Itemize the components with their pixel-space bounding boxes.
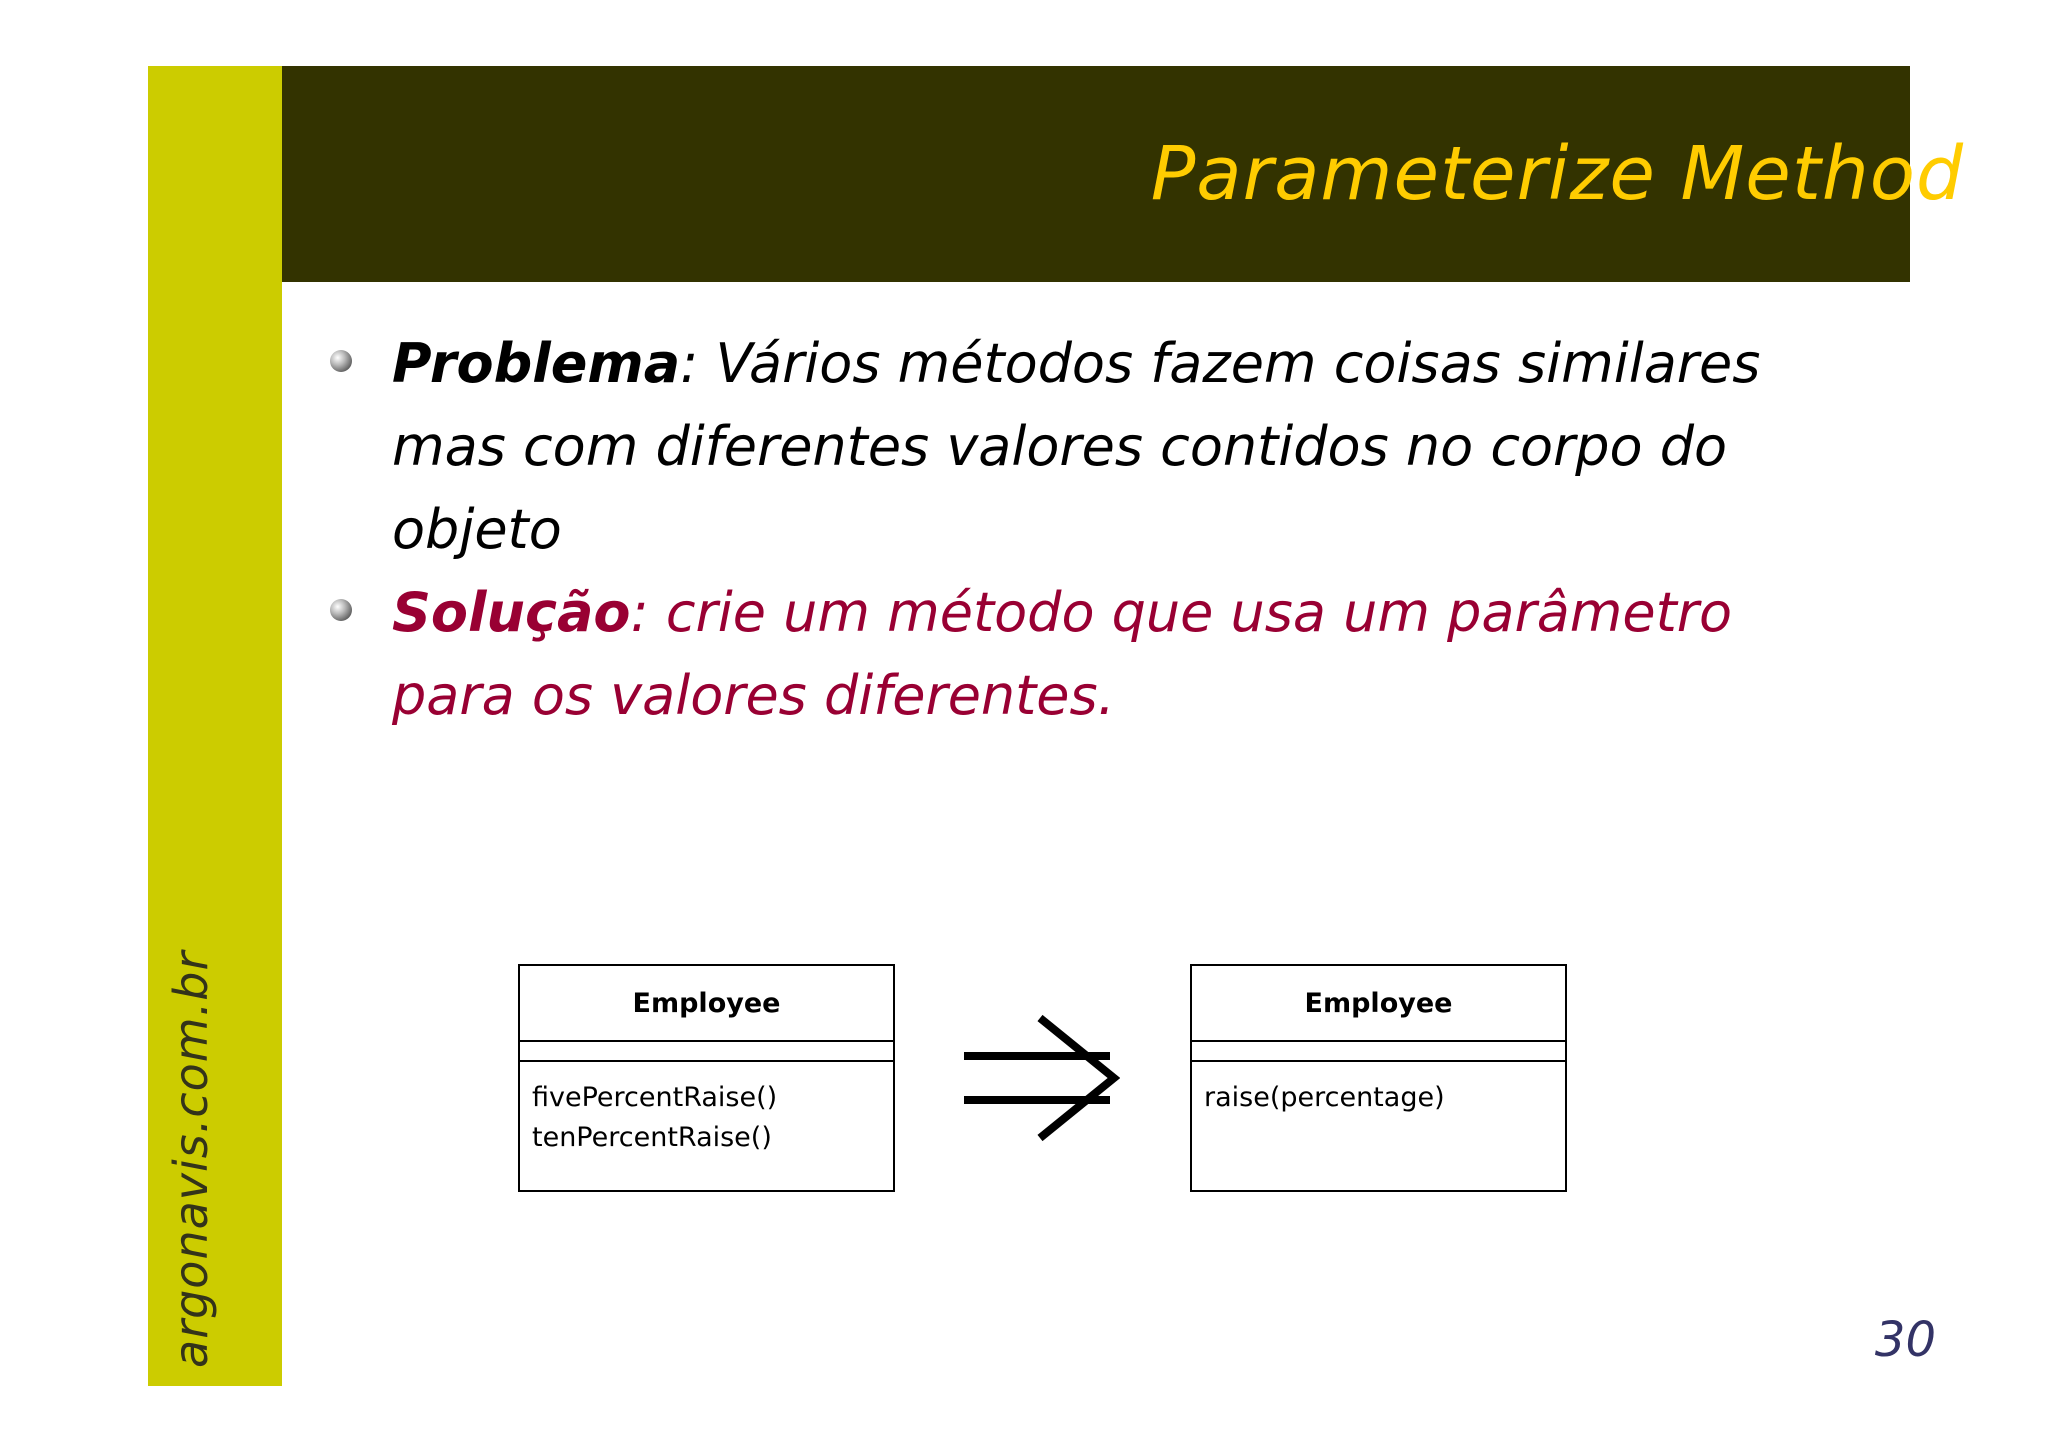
operation-ten-percent-raise: tenPercentRaise() — [532, 1122, 772, 1153]
bullet-list — [330, 322, 1850, 737]
operation-raise: raise(percentage) — [1204, 1082, 1445, 1113]
bullet-solution — [330, 571, 1850, 737]
class-name-after: Employee — [1192, 966, 1565, 1042]
class-name-before: Employee — [520, 966, 893, 1042]
page-number: 30 — [1874, 1312, 1936, 1368]
bullet-problem — [330, 322, 1850, 571]
problem-text: : Vários métodos fazem coisas similares mas com diferentes valores contidos no corpo do objeto — [392, 332, 1761, 561]
bullet-icon — [330, 599, 352, 621]
slide-title: Parameterize Method — [1150, 131, 1964, 217]
refactor-arrow-icon — [960, 1014, 1120, 1144]
operations-compartment — [1192, 1062, 1565, 1134]
bullet-icon — [330, 350, 352, 372]
problem-label: Problema — [392, 332, 681, 395]
uml-class-before — [518, 964, 895, 1192]
operation-five-percent-raise: fivePercentRaise() — [532, 1082, 778, 1113]
solution-label: Solução — [392, 581, 631, 644]
uml-class-after — [1190, 964, 1567, 1192]
attributes-compartment — [1192, 1042, 1565, 1062]
site-url: argonavis.com.br — [164, 950, 218, 1368]
attributes-compartment — [520, 1042, 893, 1062]
solution-text: : crie um método que usa um parâmetro para os valores diferentes. — [392, 581, 1733, 727]
operations-compartment — [520, 1062, 893, 1174]
